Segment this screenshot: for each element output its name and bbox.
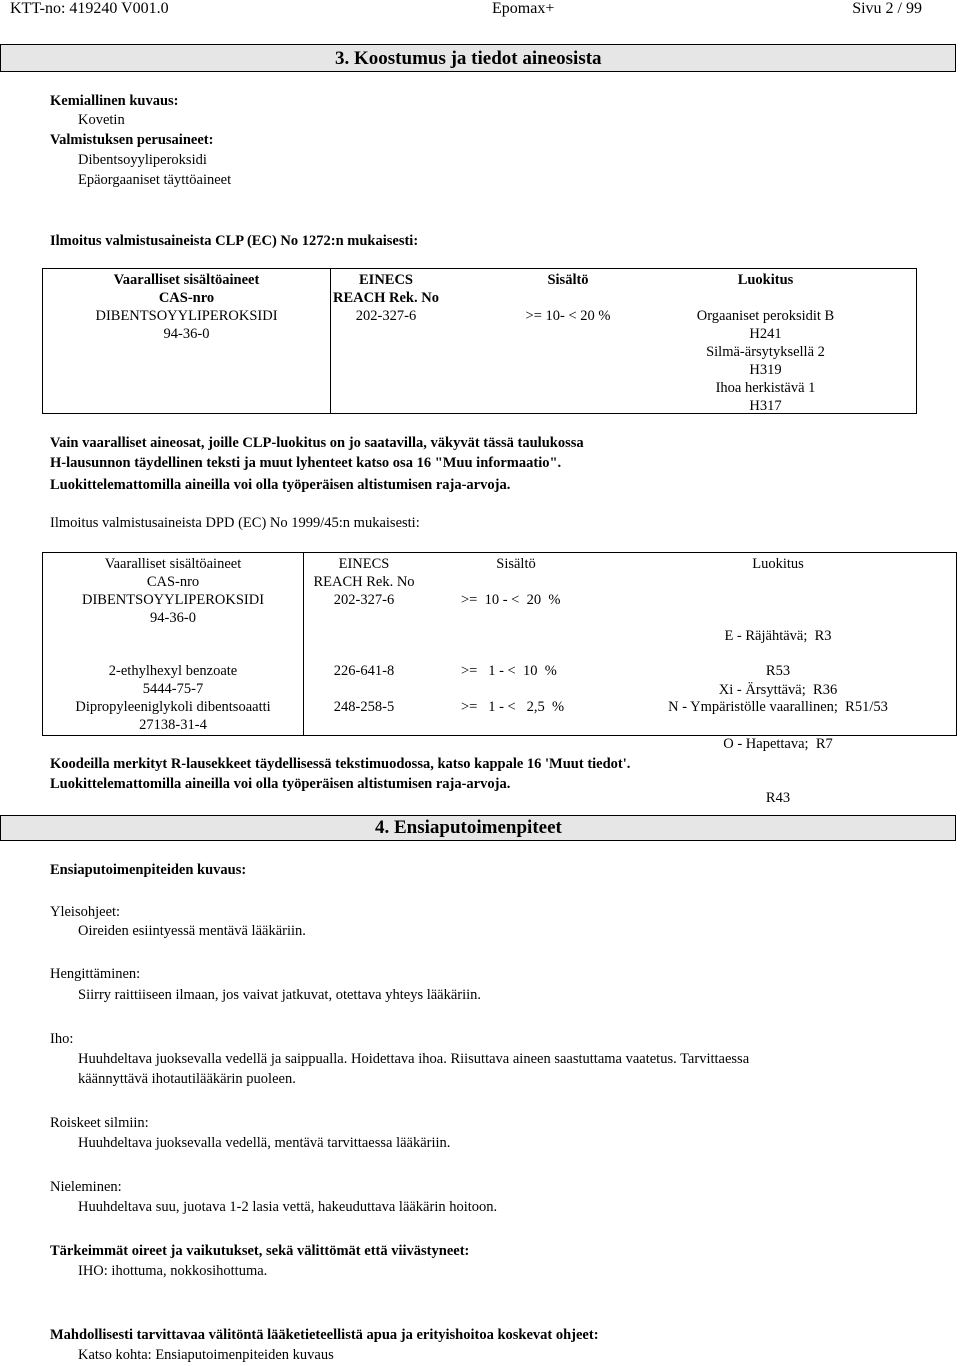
chem-desc-label: Kemiallinen kuvaus: — [50, 93, 179, 109]
dpd-note-1: Koodeilla merkityt R-lausekkeet täydellisessä tekstimuodossa, katso kappale 16 'Muut tiedot'. — [50, 756, 631, 772]
ingestion-label: Nieleminen: — [50, 1179, 122, 1195]
dpd-class-line: O - Hapettava; R7 — [723, 736, 833, 752]
clp-class-line: Silmä-ärsytyksellä 2 — [706, 344, 825, 360]
dpd-row-einecs: 248-258-5 — [333, 699, 395, 715]
clp-header-col1 — [43, 271, 330, 307]
dpd-row-content: >= 10 - < 20 % — [461, 592, 561, 608]
clp-row-name: DIBENTSOYYLIPEROKSIDI — [95, 308, 278, 324]
dpd-row-einecs: 202-327-6 — [333, 592, 395, 608]
general-text: Oireiden esiintyessä mentävä lääkäriin. — [78, 923, 306, 939]
dpd-header-substances: Vaaralliset sisältöaineet — [104, 556, 242, 572]
dpd-row-einecs: 226-641-8 — [333, 663, 395, 679]
document-id: KTT-no: 419240 V001.0 — [10, 0, 169, 17]
clp-header-einecs: EINECS — [359, 272, 413, 288]
chem-desc-value: Kovetin — [78, 112, 125, 128]
clp-row-cas: 94-36-0 — [163, 326, 210, 342]
dpd-class-line: Xi - Ärsyttävä; R36 — [718, 682, 838, 698]
clp-table — [42, 268, 917, 414]
dpd-header-content: Sisältö — [496, 556, 536, 572]
page-header — [10, 0, 950, 22]
clp-class-line: Orgaaniset peroksidit B — [696, 308, 835, 324]
clp-class-line: H241 — [749, 326, 782, 342]
dpd-row-content: >= 1 - < 2,5 % — [461, 699, 565, 715]
dpd-row-name: DIBENTSOYYLIPEROKSIDI — [81, 592, 265, 608]
dpd-heading: Ilmoitus valmistusaineista DPD (EC) No 1999/45:n mukaisesti: — [50, 515, 420, 531]
clp-row-content: >= 10- < 20 % — [525, 308, 611, 324]
dpd-header-classification: Luokitus — [752, 556, 804, 572]
clp-row-einecs: 202-327-6 — [355, 308, 417, 324]
clp-class-line: H319 — [749, 362, 782, 378]
dpd-header-col2 — [304, 555, 424, 591]
dpd-row-substance — [43, 698, 303, 734]
clp-class-line: H317 — [749, 398, 782, 414]
symptoms-label: Tärkeimmät oireet ja vaikutukset, sekä välittömät että viivästyneet: — [50, 1243, 470, 1259]
symptoms-text: IHO: ihottuma, nokkosihottuma. — [78, 1263, 268, 1279]
clp-header-reach: REACH Rek. No — [333, 290, 439, 306]
dpd-header-cas: CAS-nro — [146, 574, 200, 590]
clp-header-cas: CAS-nro — [158, 290, 215, 306]
skin-label: Iho: — [50, 1031, 74, 1047]
eyes-label: Roiskeet silmiin: — [50, 1115, 149, 1131]
base-material-1: Dibentsoyyliperoksidi — [78, 152, 207, 168]
dpd-row-classification: N - Ympäristölle vaarallinen; R51/53 — [668, 699, 888, 715]
clp-note-2: H-lausunnon täydellinen teksti ja muut lyhenteet katso osa 16 "Muu informaatio". — [50, 455, 562, 471]
clp-class-line: Ihoa herkistävä 1 — [715, 380, 816, 396]
clp-row-substance — [43, 307, 330, 343]
first-aid-desc-label: Ensiaputoimenpiteiden kuvaus: — [50, 862, 247, 878]
clp-header-substances: Vaaralliset sisältöaineet — [113, 272, 260, 288]
dpd-row-substance — [43, 662, 303, 698]
dpd-row-classification — [673, 591, 883, 843]
medical-text: Katso kohta: Ensiaputoimenpiteiden kuvaus — [78, 1347, 334, 1363]
dpd-header-col1 — [43, 555, 303, 591]
inhalation-text: Siirry raittiiseen ilmaan, jos vaivat jatkuvat, otettava yhteys lääkäriin. — [78, 987, 482, 1003]
section-4-title: 4. Ensiaputoimenpiteet — [375, 817, 562, 838]
section-3-bar — [0, 44, 956, 72]
dpd-header-einecs: EINECS — [338, 556, 390, 572]
skin-text-1: Huuhdeltava juoksevalla vedellä ja saippualla. Hoidettava ihoa. Riisuttava aineen saastuttama vaatetus. Tarvittaessa — [78, 1051, 750, 1067]
dpd-note-2: Luokittelemattomilla aineilla voi olla työperäisen altistumisen raja-arvoja. — [50, 776, 511, 792]
dpd-row-cas: 5444-75-7 — [142, 681, 204, 697]
clp-note-1: Vain vaaralliset aineosat, joille CLP-luokitus on jo saatavilla, väkyvät tässä taulukossa — [50, 435, 584, 451]
clp-note-3: Luokittelemattomilla aineilla voi olla työperäisen altistumisen raja-arvoja. — [50, 477, 511, 493]
general-label: Yleisohjeet: — [50, 904, 121, 920]
clp-heading: Ilmoitus valmistusaineista CLP (EC) No 1272:n mukaisesti: — [50, 233, 419, 249]
dpd-class-line: E - Räjähtävä; R3 — [724, 628, 832, 644]
dpd-row-substance — [43, 591, 303, 627]
dpd-row-name: Dipropyleeniglykoli dibentsoaatti — [75, 699, 271, 715]
ingestion-text: Huuhdeltava suu, juotava 1-2 lasia vettä, hakeuduttava lääkärin hoitoon. — [78, 1199, 498, 1215]
section-3-title: 3. Koostumus ja tiedot aineosista — [335, 48, 602, 69]
medical-label: Mahdollisesti tarvittavaa välitöntä lääketieteellistä apua ja erityishoitoa koskevat ohjeet: — [50, 1327, 599, 1343]
dpd-row-name: 2-ethylhexyl benzoate — [108, 663, 238, 679]
base-materials-label: Valmistuksen perusaineet: — [50, 132, 214, 148]
page-number: Sivu 2 / 99 — [852, 0, 922, 17]
dpd-row-cas: 94-36-0 — [150, 610, 196, 626]
dpd-row-classification: R53 — [765, 663, 791, 679]
product-name: Epomax+ — [492, 0, 555, 17]
clp-header-classification: Luokitus — [737, 272, 794, 288]
skin-text-2: käännyttävä ihotautilääkärin puoleen. — [78, 1071, 296, 1087]
section-4-bar — [0, 815, 956, 841]
clp-row-classification — [663, 307, 868, 415]
eyes-text: Huuhdeltava juoksevalla vedellä, mentävä tarvittaessa lääkäriin. — [78, 1135, 451, 1151]
dpd-header-reach: REACH Rek. No — [313, 574, 415, 590]
clp-header-col2 — [331, 271, 441, 307]
dpd-row-cas: 27138-31-4 — [139, 717, 207, 733]
dpd-class-line: R43 — [765, 790, 791, 806]
base-material-2: Epäorgaaniset täyttöaineet — [78, 172, 232, 188]
clp-header-content: Sisältö — [547, 272, 589, 288]
inhalation-label: Hengittäminen: — [50, 966, 141, 982]
dpd-row-content: >= 1 - < 10 % — [461, 663, 557, 679]
